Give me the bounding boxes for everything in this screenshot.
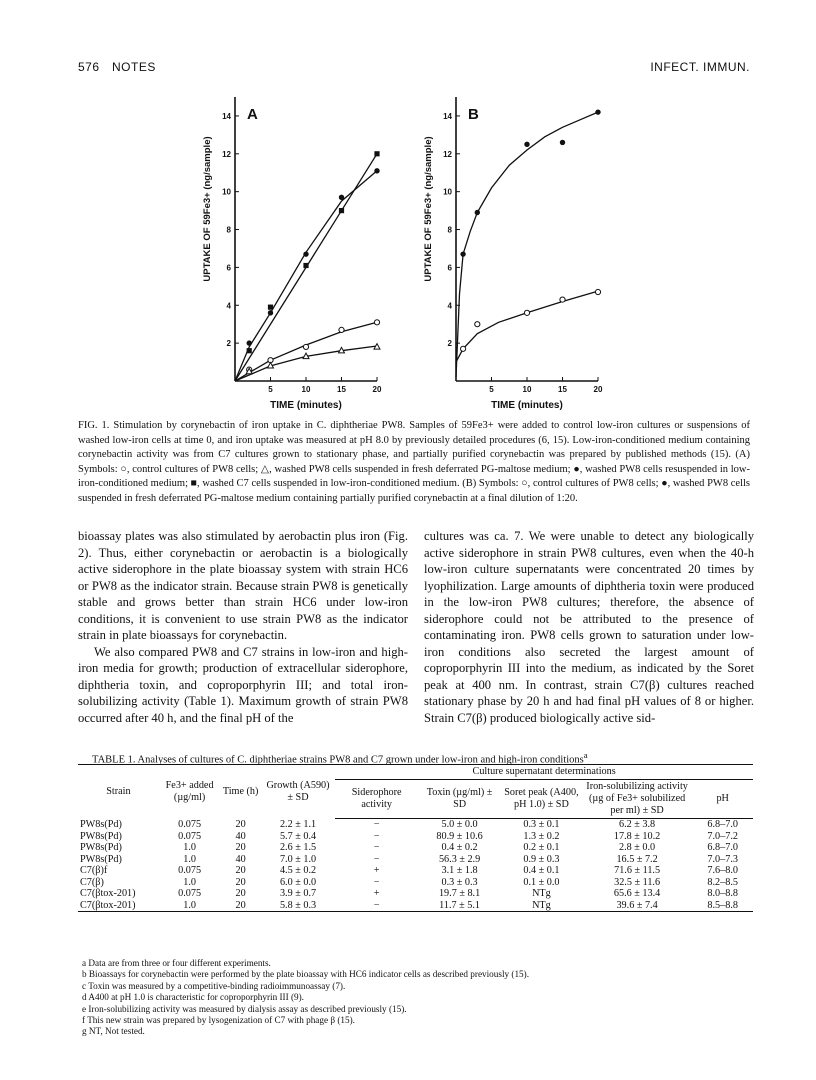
- table-row: [78, 865, 753, 877]
- table-cell: 20: [235, 865, 246, 876]
- y-tick-label: 2: [226, 339, 231, 349]
- table-cell: 11.7 ± 5.1: [418, 900, 501, 912]
- table-cell: PW8s(Pd): [80, 830, 122, 842]
- data-point: [339, 208, 344, 213]
- table-cell: 20: [220, 900, 260, 912]
- column-header: Strain: [78, 765, 159, 819]
- panel-label: A: [247, 106, 258, 123]
- table-row: [78, 854, 753, 866]
- table-cell: 0.4 ± 0.2: [441, 842, 478, 853]
- table-row: [78, 819, 753, 831]
- data-point: [595, 109, 600, 114]
- x-tick-label: 20: [372, 385, 382, 394]
- table-cell: −: [373, 830, 380, 842]
- column-header: Iron-solubilizing activity (µg of Fe3+ solubilized per ml) ± SD: [582, 780, 693, 819]
- column-header: Fe3+ added (µg/ml): [159, 765, 221, 819]
- data-point: [560, 140, 565, 145]
- table-row: [78, 831, 753, 843]
- data-point: [460, 251, 465, 256]
- table-cell: 20: [235, 888, 246, 899]
- table-cell: 7.0–7.2: [707, 830, 738, 842]
- table-cell: 0.075: [178, 865, 202, 876]
- footnote: e Iron-solubilizing activity was measured by dialysis assay as described previously (15).: [82, 1003, 407, 1014]
- table-cell: 0.2 ± 0.1: [523, 842, 560, 853]
- column-header: pH: [692, 780, 753, 819]
- table-cell: −: [373, 819, 380, 830]
- data-point: [339, 195, 344, 200]
- table-cell: 19.7 ± 8.1: [438, 888, 481, 899]
- y-tick-label: 8: [447, 225, 452, 235]
- table-cell: +: [373, 888, 380, 899]
- y-tick-label: 12: [222, 149, 231, 159]
- table-cell: 1.0: [183, 876, 196, 888]
- table-cell: NTg: [501, 900, 582, 912]
- y-tick-label: 6: [447, 263, 452, 273]
- paragraph: cultures was ca. 7. We were unable to detect any biologically active siderophore in strain PW8 cultures, even when the 40-h low-iron culture supernatants were concentrated 20 times by lyophilization. Large amounts of diphtheria toxin were produced in the low-iron PW8 cultures; therefore, the absence of siderophore could not be attributed to the presence of contaminating iron. PW8 cells grown to saturation under low-iron conditions also secreted the largest amount of coproporphyrin III into the medium, as indicated by the Soret peak at 400 nm. In contrast, strain C7(β) cultures reached stationary phase by 20 h and had final pH values of 8 or higher. Strain C7(β) produced biologically active sid-: [424, 529, 754, 725]
- table-cell: 1.3 ± 0.2: [523, 830, 560, 842]
- data-point: [247, 348, 252, 353]
- body-column-left: [78, 528, 408, 726]
- table-cell: 2.8 ± 0.0: [619, 842, 656, 853]
- data-point: [339, 327, 344, 332]
- section-title: NOTES: [112, 60, 156, 74]
- table-cell: −: [373, 842, 380, 853]
- data-point: [268, 305, 273, 310]
- table-cell: 1.0: [183, 842, 196, 853]
- data-point: [524, 310, 529, 315]
- table-cell: PW8s(Pd): [80, 853, 122, 865]
- table-cell: 1.0: [159, 900, 221, 912]
- column-header: Time (h): [220, 765, 260, 819]
- y-tick-label: 10: [443, 187, 452, 197]
- table-cell: 8.2–8.5: [707, 876, 738, 888]
- table-cell: 71.6 ± 11.5: [614, 865, 661, 876]
- table-cell: 8.5–8.8: [692, 900, 753, 912]
- table-cell: C7(β)f: [80, 865, 108, 876]
- figure-1-panel-b: [417, 92, 623, 417]
- table-cell: +: [373, 865, 380, 876]
- y-tick-label: 10: [222, 187, 231, 197]
- table-cell: 0.075: [178, 818, 202, 830]
- y-tick-label: 4: [447, 301, 452, 311]
- figure-caption: FIG. 1. Stimulation by corynebactin of iron uptake in C. diphtheriae PW8. Samples of 59Fe3+ were added to control low-iron cultures or suspensions of washed low-iron cells at time 0, and iron uptake was measured at pH 8.0 by previously detailed procedures (6, 15). Low-iron-conditioned medium containing corynebactin activity was from C7 cultures grown to stationary phase, and partially purified corynebactin was prepared by published methods (15). (A) Symbols: ○, control cultures of PW8 cells; △, washed PW8 cells suspended in fresh deferrated PG-maltose medium; ●, washed PW8 cells resuspended in low-iron-conditioned medium; ■, washed C7 cells suspended in low-iron-conditioned medium. (B) Symbols: ○, control cultures of PW8 cells; ●, washed PW8 cells suspended in fresh deferrated PG-maltose medium containing partially purified corynebactin at a final dilution of 1:20.: [78, 420, 750, 504]
- table-cell: 16.5 ± 7.2: [616, 853, 658, 865]
- table-cell: 6.0 ± 0.0: [279, 876, 317, 888]
- data-point: [475, 210, 480, 215]
- column-header: Growth (A590) ± SD: [261, 765, 335, 819]
- table-cell: 6.8–7.0: [707, 842, 738, 853]
- data-point: [374, 320, 379, 325]
- table-cell: 0.075: [178, 888, 202, 899]
- column-header: Toxin (µg/ml) ± SD: [418, 780, 501, 819]
- table-cell: PW8s(Pd): [80, 842, 122, 853]
- table-cell: 4.5 ± 0.2: [279, 865, 317, 876]
- data-point: [461, 346, 466, 351]
- footnote: d A400 at pH 1.0 is characteristic for coproporphyrin III (9).: [82, 992, 304, 1003]
- data-table: [78, 764, 753, 912]
- group-header: Culture supernatant determinations: [335, 765, 753, 780]
- footnote: f This new strain was prepared by lysogenization of C7 with phage β (15).: [82, 1015, 355, 1026]
- panel-label: B: [468, 106, 479, 123]
- x-tick-label: 5: [489, 385, 494, 394]
- table-cell: 3.9 ± 0.7: [279, 888, 317, 899]
- table-cell: 40: [235, 830, 246, 842]
- data-point: [374, 151, 379, 156]
- fitted-curve: [235, 346, 377, 381]
- table-title: TABLE 1. Analyses of cultures of C. diphtheriae strains PW8 and C7 grown under low-iron and high-iron conditions$^a$: [92, 750, 588, 766]
- table-cell: 20: [235, 876, 246, 888]
- table-cell: 7.0–7.3: [707, 853, 738, 865]
- table-cell: 0.3 ± 0.3: [441, 876, 478, 888]
- body-column-right: [424, 528, 754, 726]
- table-row: [78, 888, 753, 900]
- table-cell: 39.6 ± 7.4: [582, 900, 693, 912]
- table-cell: 56.3 ± 2.9: [438, 853, 481, 865]
- footnote: c Toxin was measured by a competitive-binding radioimmunoassay (7).: [82, 980, 346, 991]
- footnote: a Data are from three or four different experiments.: [82, 958, 271, 968]
- table-cell: 20: [235, 842, 246, 853]
- data-point: [560, 297, 565, 302]
- column-header: Siderophore activity: [335, 780, 418, 819]
- page-number: 576: [78, 60, 100, 74]
- x-tick-label: 20: [593, 385, 603, 394]
- table-cell: PW8s(Pd): [80, 818, 122, 830]
- table-cell: NTg: [532, 888, 551, 899]
- table-cell: 0.3 ± 0.1: [523, 819, 560, 830]
- table-cell: 2.6 ± 1.5: [279, 842, 317, 853]
- table-cell: 5.8 ± 0.3: [261, 900, 335, 912]
- table-cell: 1.0: [183, 853, 196, 865]
- table-cell: 65.6 ± 13.4: [613, 888, 661, 899]
- table-cell: 0.9 ± 0.3: [523, 853, 560, 865]
- table-cell: C7(β): [80, 876, 104, 888]
- journal-name: INFECT. IMMUN.: [650, 60, 750, 74]
- table-cell: −: [373, 876, 380, 888]
- data-point: [303, 344, 308, 349]
- x-tick-label: 15: [337, 385, 346, 394]
- paragraph: We also compared PW8 and C7 strains in low-iron and high-iron media for growth; production of extracellular siderophore, diphtheria toxin, and coproporphyrin III; and total iron-solubilizing activity (Table 1). Maximum growth of strain PW8 occurred after 40 h, and the final pH of the: [78, 644, 408, 725]
- data-point: [595, 289, 600, 294]
- table-footnotes: [82, 958, 752, 1038]
- x-tick-label: 10: [301, 385, 311, 394]
- y-tick-label: 12: [443, 149, 452, 159]
- x-tick-label: 5: [268, 385, 273, 394]
- data-point: [303, 251, 308, 256]
- footnote: b Bioassays for corynebactin were performed by the plate bioassay with HC6 indicator cells as described previously (15).: [82, 969, 529, 980]
- table-cell: 5.0 ± 0.0: [441, 819, 478, 830]
- x-tick-label: 15: [558, 385, 567, 394]
- figure-1-panel-a: [196, 92, 402, 417]
- data-point: [303, 263, 308, 268]
- table-cell: −: [335, 900, 418, 912]
- x-tick-label: 10: [522, 385, 532, 394]
- table-cell: 7.0 ± 1.0: [279, 853, 317, 865]
- column-header: Soret peak (A400, pH 1.0) ± SD: [501, 780, 582, 819]
- table-row: [78, 900, 753, 912]
- table-cell: 32.5 ± 11.6: [614, 876, 661, 888]
- table-row: [78, 877, 753, 889]
- y-tick-label: 4: [226, 301, 231, 311]
- table-cell: 20: [235, 818, 246, 830]
- table-row: [78, 842, 753, 854]
- y-tick-label: 2: [447, 339, 452, 349]
- fitted-curve: [456, 112, 598, 377]
- table-cell: 8.0–8.8: [707, 888, 738, 899]
- y-tick-label: 8: [226, 225, 231, 235]
- y-axis-label: UPTAKE OF 59Fe3+ (ng/sample): [202, 136, 213, 282]
- y-tick-label: 14: [222, 111, 231, 121]
- y-tick-label: 6: [226, 263, 231, 273]
- table-cell: C7(βtox-201): [78, 900, 159, 912]
- table-cell: 0.1 ± 0.0: [523, 876, 560, 888]
- table-cell: 3.1 ± 1.8: [441, 865, 478, 876]
- table-cell: C7(βtox-201): [80, 888, 136, 899]
- table-cell: 80.9 ± 10.6: [436, 830, 483, 842]
- y-tick-label: 14: [443, 111, 452, 121]
- table-cell: 6.2 ± 3.8: [619, 819, 656, 830]
- x-axis-label: TIME (minutes): [270, 400, 342, 411]
- table-cell: 6.8–7.0: [707, 819, 738, 830]
- data-point: [247, 340, 252, 345]
- table-cell: 0.075: [178, 830, 202, 842]
- data-point: [374, 168, 379, 173]
- data-point: [268, 310, 273, 315]
- table-cell: 7.6–8.0: [707, 865, 738, 876]
- table-cell: 5.7 ± 0.4: [279, 830, 317, 842]
- x-axis-label: TIME (minutes): [491, 400, 563, 411]
- y-axis-label: UPTAKE OF 59Fe3+ (ng/sample): [423, 136, 434, 282]
- table-cell: 2.2 ± 1.1: [279, 818, 317, 830]
- footnote: g NT, Not tested.: [82, 1026, 145, 1037]
- table-cell: 40: [235, 853, 246, 865]
- table-cell: −: [373, 853, 380, 865]
- table-cell: 17.8 ± 10.2: [613, 830, 661, 842]
- data-point: [475, 322, 480, 327]
- table-cell: 0.4 ± 0.1: [523, 865, 560, 876]
- data-point: [524, 142, 529, 147]
- paragraph: bioassay plates was also stimulated by aerobactin plus iron (Fig. 2). Thus, either corynebactin or aerobactin is a biologically active siderophore in the plate bioassay system with strain HC6 or PW8 as the indicator strain. Because strain PW8 is genetically stable and grows better than strain HC6 under low-iron conditions, it is convenient to use strain PW8 as the indicator strain in plate bioassays for corynebactin.: [78, 529, 408, 642]
